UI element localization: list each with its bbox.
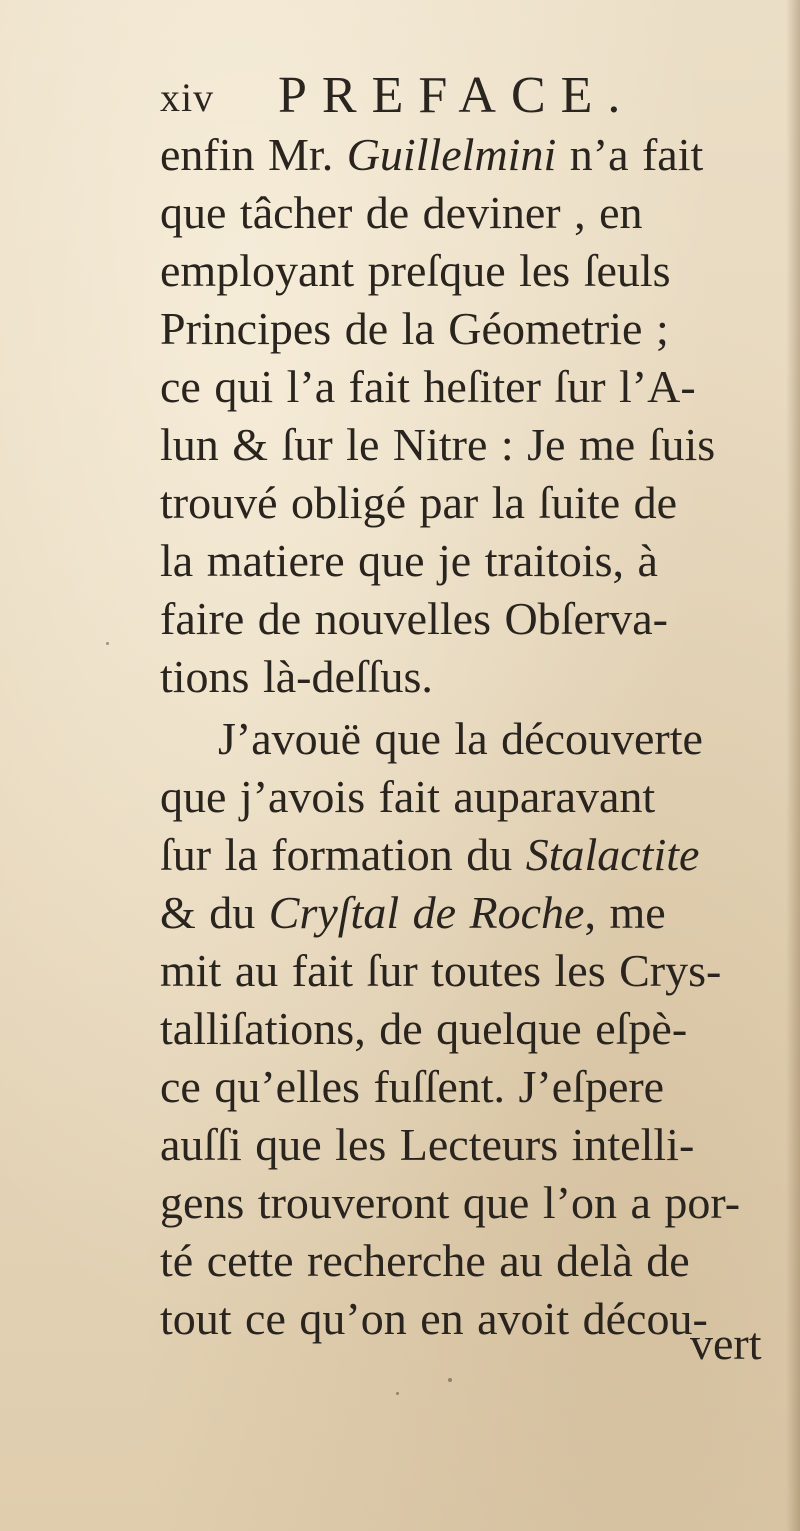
text-segment: talliſations, de quelque eſpè- xyxy=(160,1003,688,1054)
text-line xyxy=(160,474,800,532)
text-segment: que tâcher de deviner , en xyxy=(160,187,643,238)
text-line xyxy=(160,300,800,358)
italic-text: Guillelmini xyxy=(346,129,557,180)
text-segment: enfin Mr. xyxy=(160,129,347,180)
text-line xyxy=(160,242,800,300)
text-line xyxy=(160,126,800,184)
text-line xyxy=(160,1174,800,1232)
text-segment: & du xyxy=(160,887,269,938)
text-line xyxy=(160,1000,800,1058)
paper-speck xyxy=(396,1392,399,1395)
italic-text: Cryſtal de Roche xyxy=(268,887,585,938)
text-segment: que j’avois fait auparavant xyxy=(160,771,656,822)
text-line xyxy=(160,1058,800,1116)
page-number: xiv xyxy=(160,75,215,120)
text-line xyxy=(160,942,800,1000)
text-line xyxy=(218,710,800,768)
text-line xyxy=(160,648,800,706)
text-segment: , me xyxy=(584,887,666,938)
text-line xyxy=(160,416,800,474)
text-segment: tout ce qu’on en avoit décou- xyxy=(160,1293,708,1344)
text-line xyxy=(160,1116,800,1174)
text-segment: ſur la formation du xyxy=(160,829,526,880)
text-segment: gens trouveront que l’on a por- xyxy=(160,1177,741,1228)
text-line xyxy=(160,1232,800,1290)
text-segment: té cette recherche au delà de xyxy=(160,1235,690,1286)
text-segment: n’a fait xyxy=(556,129,704,180)
text-line xyxy=(160,826,800,884)
italic-text: Stalactite xyxy=(525,829,700,880)
text-line xyxy=(160,768,800,826)
text-line xyxy=(160,590,800,648)
text-segment: ce qu’elles fuſſent. J’eſpere xyxy=(160,1061,665,1112)
catchword: vert xyxy=(690,1318,762,1369)
paper-speck xyxy=(106,642,109,645)
text-segment: ce qui l’a fait heſiter ſur l’A- xyxy=(160,361,696,412)
text-line xyxy=(160,532,800,590)
text-segment: J’avouë que la découverte xyxy=(218,713,703,764)
text-segment: tions là-deſſus. xyxy=(160,651,433,702)
text-segment: mit au fait ſur toutes les Crys- xyxy=(160,945,722,996)
text-segment: employant preſque les ſeuls xyxy=(160,245,671,296)
running-head xyxy=(160,66,720,126)
text-line xyxy=(160,184,800,242)
text-segment: auſſi que les Lecteurs intelli- xyxy=(160,1119,695,1170)
running-head-title: PREFACE. xyxy=(278,67,636,124)
text-segment: trouvé obligé par la ſuite de xyxy=(160,477,678,528)
text-line xyxy=(160,884,800,942)
text-segment: la matiere que je traitois, à xyxy=(160,535,658,586)
text-line xyxy=(160,358,800,416)
paper-speck xyxy=(448,1378,452,1382)
text-segment: faire de nouvelles Obſerva- xyxy=(160,593,668,644)
text-segment: lun & ſur le Nitre : Je me ſuis xyxy=(160,419,716,470)
text-segment: Principes de la Géometrie ; xyxy=(160,303,669,354)
